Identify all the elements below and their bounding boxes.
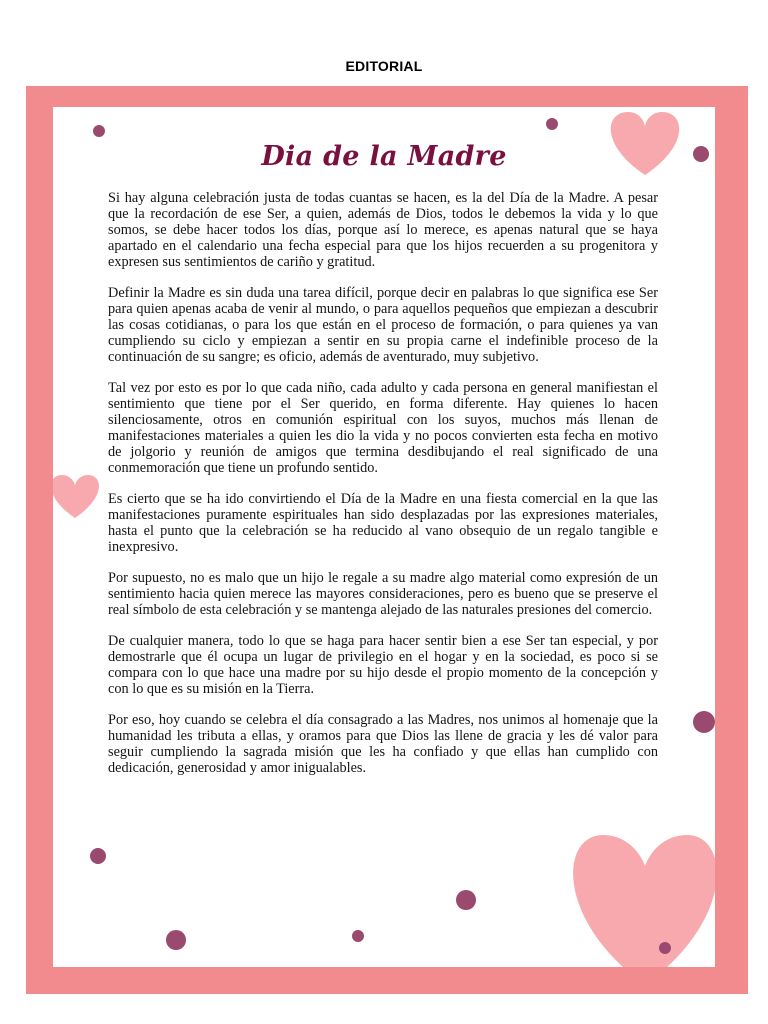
dot-icon bbox=[93, 125, 105, 137]
paragraph: Si hay alguna celebración justa de todas cuantas se hacen, es la del Día de la Madre. A pesar que la recordación de ese Ser, a quien, además de Dios, todos le debemos la vida y lo que somos, se debe hacer todos los días, porque así lo merece, es apenas natural que se haya apartado en el calendario una fecha especial para que los hijos recuerden a su progenitora y expresen sus sentimientos de cariño y gratitud. bbox=[108, 190, 658, 270]
editorial-card bbox=[53, 107, 715, 967]
dot-icon bbox=[693, 711, 715, 733]
dot-icon bbox=[659, 942, 671, 954]
paragraph: Por eso, hoy cuando se celebra el día consagrado a las Madres, nos unimos al homenaje que la humanidad les tributa a ellas, y oramos para que Dios las llene de gracia y les dé valor para seguir cumpliendo la sagrada misión que les ha confiado y que ellas han cumplido con dedicación, generosidad y amor inigualables. bbox=[108, 712, 658, 776]
paragraph: Definir la Madre es sin duda una tarea difícil, porque decir en palabras lo que significa ese Ser para quien apenas acaba de venir al mundo, o para aquellos pequeños que empiezan a descubrir las cosas cotidianas, o para los que están en el proceso de formación, o para quienes ya van cumpliendo su ciclo y empiezan a sentir en su propia carne el indefinible proceso de la continuación de su sangre; es oficio, además de aventurado, muy subjetivo. bbox=[108, 285, 658, 365]
paragraph: Es cierto que se ha ido convirtiendo el Día de la Madre en una fiesta comercial en la que las manifestaciones puramente espirituales han sido desplazadas por las expresiones materiales, hasta el punto que la celebración se ha reducido al vano obsequio de un regalo tangible e inexpresivo. bbox=[108, 491, 658, 555]
article-body bbox=[108, 190, 658, 791]
dot-icon bbox=[456, 890, 476, 910]
dot-icon bbox=[166, 930, 186, 950]
paragraph: Tal vez por esto es por lo que cada niño, cada adulto y cada persona en general manifiestan el sentimiento que tiene por el Ser querido, en forma diferente. Hay quienes lo hacen silenciosamente, otros en comunión espiritual con los suyos, muchos más llenan de manifestaciones materiales a quien les dio la vida y no pocos convierten esta fecha en motivo de jolgorio y reunión de amigos que termina desdibujando el real significado de una conmemoración que tiene un profundo sentido. bbox=[108, 380, 658, 476]
paragraph: De cualquier manera, todo lo que se haga para hacer sentir bien a ese Ser tan especial, y por demostrarle que él ocupa un lugar de privilegio en el hogar y en la sociedad, es poco si se compara con lo que hace una madre por su hijo desde el propio momento de la concepción y con lo que es su misión en la Tierra. bbox=[108, 633, 658, 697]
dot-icon bbox=[90, 848, 106, 864]
pink-border-frame bbox=[26, 86, 748, 994]
dot-icon bbox=[352, 930, 364, 942]
article-title: Dia de la Madre bbox=[261, 141, 507, 172]
paragraph: Por supuesto, no es malo que un hijo le regale a su madre algo material como expresión de un sentimiento hacia quien merece las mayores consideraciones, pero es bueno que se preserve el real símbolo de esta celebración y se mantenga alejado de las naturales presiones del comercio. bbox=[108, 570, 658, 618]
heart-icon bbox=[53, 475, 99, 518]
heart-icon bbox=[573, 835, 715, 967]
dot-icon bbox=[546, 118, 558, 130]
section-header: EDITORIAL bbox=[345, 58, 423, 74]
